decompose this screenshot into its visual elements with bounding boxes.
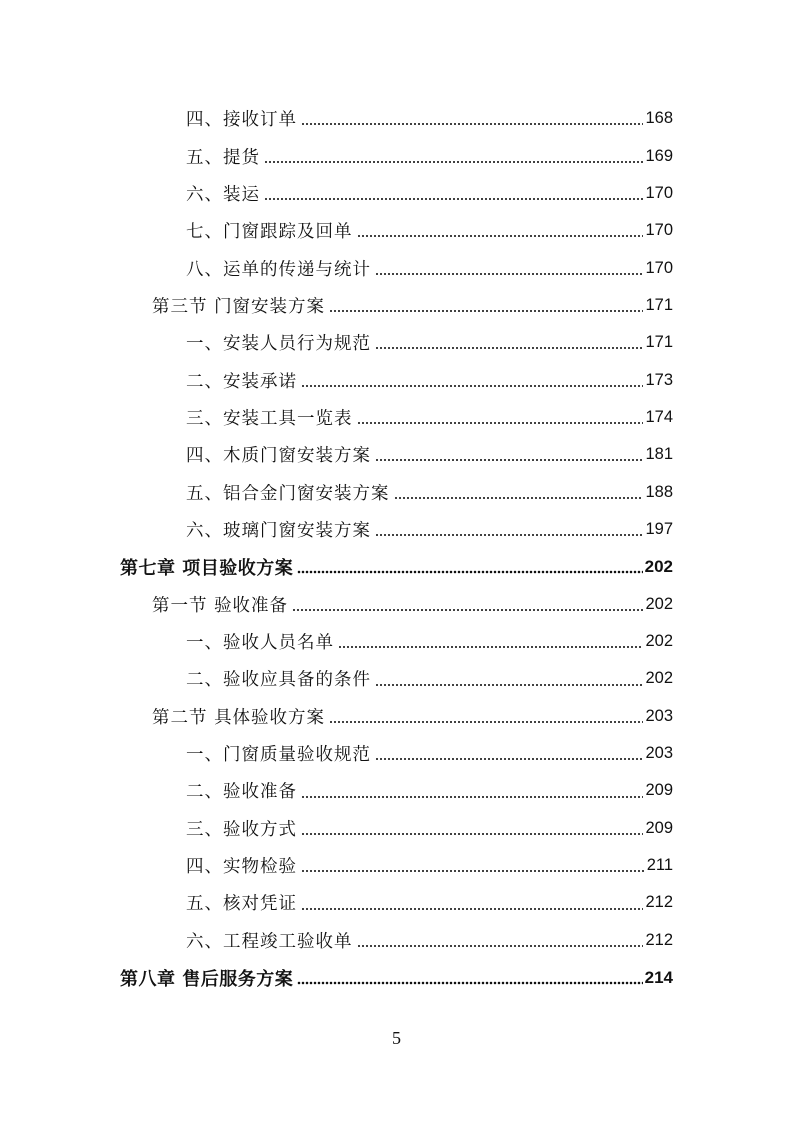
toc-entry-page-number: 170	[645, 183, 673, 202]
dot-leader	[394, 488, 644, 500]
toc-entry-title: 第三节 门窗安装方案	[152, 296, 326, 317]
dot-leader	[297, 562, 642, 574]
toc-entry-page-number: 212	[645, 893, 673, 912]
toc-entry-item[interactable]	[0, 324, 793, 361]
toc-entry-chapter[interactable]	[0, 548, 793, 585]
toc-entry-page-number: 202	[644, 556, 673, 576]
toc-entry-section[interactable]	[0, 585, 793, 622]
dot-leader	[357, 226, 644, 238]
toc-entry-page-number: 188	[645, 482, 673, 501]
dot-leader	[301, 376, 643, 388]
toc-entry-title: 一、门窗质量验收规范	[186, 745, 371, 766]
toc-entry-item[interactable]	[0, 212, 793, 249]
toc-entry-title: 一、验收人员名单	[186, 632, 334, 653]
dot-leader	[301, 899, 643, 911]
dot-leader	[375, 675, 643, 687]
toc-entry-item[interactable]	[0, 361, 793, 398]
toc-entry-title: 七、门窗跟踪及回单	[186, 222, 353, 243]
dot-leader	[375, 450, 643, 462]
toc-entry-item[interactable]	[0, 735, 793, 772]
toc-entry-title: 三、安装工具一览表	[186, 408, 353, 429]
toc-entry-page-number: 211	[646, 856, 673, 875]
toc-entry-page-number: 174	[645, 407, 673, 426]
toc-entry-title: 五、核对凭证	[186, 894, 297, 915]
toc-entry-title: 六、装运	[186, 184, 260, 205]
toc-entry-title: 第八章 售后服务方案	[120, 968, 294, 990]
toc-entry-page-number: 197	[645, 519, 673, 538]
toc-entry-page-number: 170	[645, 258, 673, 277]
toc-entry-item[interactable]	[0, 100, 793, 137]
toc-entry-page-number: 202	[645, 669, 673, 688]
toc-entry-item[interactable]	[0, 660, 793, 697]
toc-entry-title: 六、玻璃门窗安装方案	[186, 520, 371, 541]
toc-entry-item[interactable]	[0, 847, 793, 884]
toc-entry-section[interactable]	[0, 287, 793, 324]
toc-entry-page-number: 169	[645, 146, 673, 165]
toc-entry-page-number: 173	[645, 370, 673, 389]
toc-entry-page-number: 170	[645, 221, 673, 240]
dot-leader	[301, 114, 643, 126]
toc-entry-page-number: 203	[645, 744, 673, 763]
toc-entry-item[interactable]	[0, 399, 793, 436]
dot-leader	[375, 264, 643, 276]
toc-entry-page-number: 171	[645, 333, 673, 352]
toc-entry-page-number: 171	[645, 295, 673, 314]
dot-leader	[264, 189, 643, 201]
toc-entry-title: 四、木质门窗安装方案	[186, 446, 371, 467]
dot-leader	[338, 637, 643, 649]
toc-entry-section[interactable]	[0, 698, 793, 735]
toc-entry-title: 二、安装承诺	[186, 371, 297, 392]
dot-leader	[301, 787, 643, 799]
toc-entry-page-number: 203	[645, 706, 673, 725]
toc-entry-chapter[interactable]	[0, 959, 793, 996]
dot-leader	[329, 301, 643, 313]
toc-entry-item[interactable]	[0, 511, 793, 548]
toc-entry-item[interactable]	[0, 473, 793, 510]
dot-leader	[301, 824, 643, 836]
toc-entry-item[interactable]	[0, 922, 793, 959]
toc-entry-item[interactable]	[0, 137, 793, 174]
toc-entry-title: 五、铝合金门窗安装方案	[186, 483, 390, 504]
toc-entry-title: 二、验收准备	[186, 782, 297, 803]
toc-entry-page-number: 214	[644, 967, 673, 987]
toc-entry-item[interactable]	[0, 623, 793, 660]
toc-entry-title: 第二节 具体验收方案	[152, 707, 326, 728]
dot-leader	[329, 712, 643, 724]
dot-leader	[264, 152, 643, 164]
toc-entry-page-number: 212	[645, 930, 673, 949]
toc-entry-item[interactable]	[0, 810, 793, 847]
toc-entry-title: 一、安装人员行为规范	[186, 334, 371, 355]
table-of-contents	[0, 100, 793, 996]
toc-entry-item[interactable]	[0, 884, 793, 921]
dot-leader	[375, 749, 643, 761]
toc-entry-item[interactable]	[0, 249, 793, 286]
toc-entry-page-number: 202	[645, 631, 673, 650]
toc-entry-item[interactable]	[0, 175, 793, 212]
dot-leader	[292, 600, 643, 612]
toc-entry-title: 四、实物检验	[186, 857, 297, 878]
toc-entry-item[interactable]	[0, 772, 793, 809]
dot-leader	[375, 525, 643, 537]
toc-entry-page-number: 202	[645, 594, 673, 613]
toc-entry-title: 四、接收订单	[186, 110, 297, 131]
toc-entry-title: 八、运单的传递与统计	[186, 259, 371, 280]
toc-entry-page-number: 181	[645, 445, 673, 464]
toc-entry-title: 五、提货	[186, 147, 260, 168]
dot-leader	[301, 861, 645, 873]
dot-leader	[297, 973, 642, 985]
page-number: 5	[392, 1028, 401, 1048]
toc-entry-page-number: 209	[645, 781, 673, 800]
toc-entry-title: 第一节 验收准备	[152, 595, 289, 616]
toc-entry-page-number: 209	[645, 818, 673, 837]
toc-entry-title: 六、工程竣工验收单	[186, 931, 353, 952]
dot-leader	[357, 413, 644, 425]
dot-leader	[375, 338, 643, 350]
toc-entry-item[interactable]	[0, 436, 793, 473]
toc-entry-title: 第七章 项目验收方案	[120, 557, 294, 579]
toc-entry-title: 二、验收应具备的条件	[186, 670, 371, 691]
toc-entry-page-number: 168	[645, 109, 673, 128]
dot-leader	[357, 936, 644, 948]
toc-entry-title: 三、验收方式	[186, 819, 297, 840]
